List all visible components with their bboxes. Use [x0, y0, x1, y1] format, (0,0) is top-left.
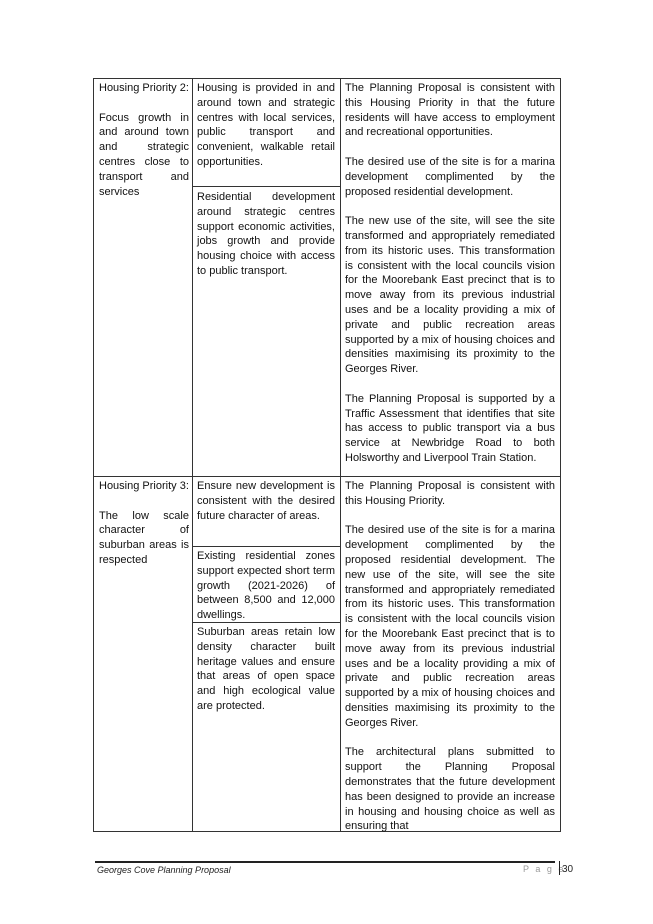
comment-cell — [345, 479, 555, 834]
action-text: Residential development around strategic centres support economic activities, jobs growth and provide housing choice with access to public transport. — [197, 191, 335, 277]
footer-page-number: 30 — [562, 864, 574, 875]
footer-separator — [559, 861, 560, 875]
priority-title: Housing Priority 2: — [99, 82, 189, 94]
footer-document-title: Georges Cove Planning Proposal — [97, 865, 231, 875]
comment-paragraph: The Planning Proposal is supported by a Traffic Assessment that identifies that site has access to public transport via a bus service at Newbridge Road to both Holsworthy and Liverpool Train Station. — [345, 392, 555, 464]
footer-rule — [95, 861, 555, 863]
action-cell — [197, 625, 335, 714]
comment-paragraph: The desired use of the site is for a marina development complimented by the proposed residential development. — [345, 155, 555, 198]
action-cell — [197, 479, 335, 523]
action-text: Housing is provided in and around town and strategic centres with local services, public transport and convenient, walkable retail opportunities. — [197, 82, 335, 168]
priority-cell — [99, 81, 189, 199]
column-divider — [192, 79, 193, 831]
priority-cell — [99, 479, 189, 568]
priority-title: Housing Priority 3: — [99, 480, 189, 492]
priority-description: The low scale character of suburban areas is respected — [99, 509, 189, 566]
comment-paragraph: The architectural plans submitted to support the Planning Proposal demonstrates that the future development has been designed to provide an increase in housing and housing choice as well as ensuring that — [345, 746, 555, 833]
comment-paragraph: The new use of the site, will see the site transformed and appropriately remediated from its historic uses. This transformation is consistent with the local councils vision for the Moorebank East precinct that is to move away from its previous industrial uses and be a locality providing a mix of private and public recreation areas supported by a mix of housing choices and densities maximising its proximity to the Georges River. — [345, 215, 555, 376]
column-divider — [340, 79, 341, 831]
comment-paragraph: The Planning Proposal is consistent with this Housing Priority in that the future residents will have access to employment and recreational opportunities. — [345, 82, 555, 139]
action-divider — [192, 546, 340, 547]
comment-cell — [345, 81, 555, 466]
action-cell — [197, 190, 335, 279]
action-divider — [192, 186, 340, 187]
comment-paragraph: The desired use of the site is for a marina development complimented by the proposed residential development. The new use of the site, will see the site transformed and appropriately remediated from its historic uses. This transformation is consistent with the local councils vision for the Moorebank East precinct that is to move away from its previous industrial uses and be a locality providing a mix of private and public recreation areas supported by a mix of housing choices and densities maximising its proximity to the Georges River. — [345, 524, 555, 729]
footer-page-label: P a g e — [523, 864, 566, 874]
priority-description: Focus growth in and around town and strategic centres close to transport and services — [99, 111, 189, 198]
action-text: Ensure new development is consistent with the desired future character of areas. — [197, 480, 335, 522]
action-cell — [197, 81, 335, 170]
action-text: Existing residential zones support expected short term growth (2021-2026) of between 8,500 and 12,000 dwellings. — [197, 550, 335, 622]
action-cell — [197, 549, 335, 623]
action-text: Suburban areas retain low density character built heritage values and ensure that areas of open space and high ecological value are protected. — [197, 626, 335, 712]
policy-table — [93, 78, 561, 832]
comment-paragraph: The Planning Proposal is consistent with this Housing Priority. — [345, 480, 555, 507]
row-divider — [94, 476, 560, 477]
